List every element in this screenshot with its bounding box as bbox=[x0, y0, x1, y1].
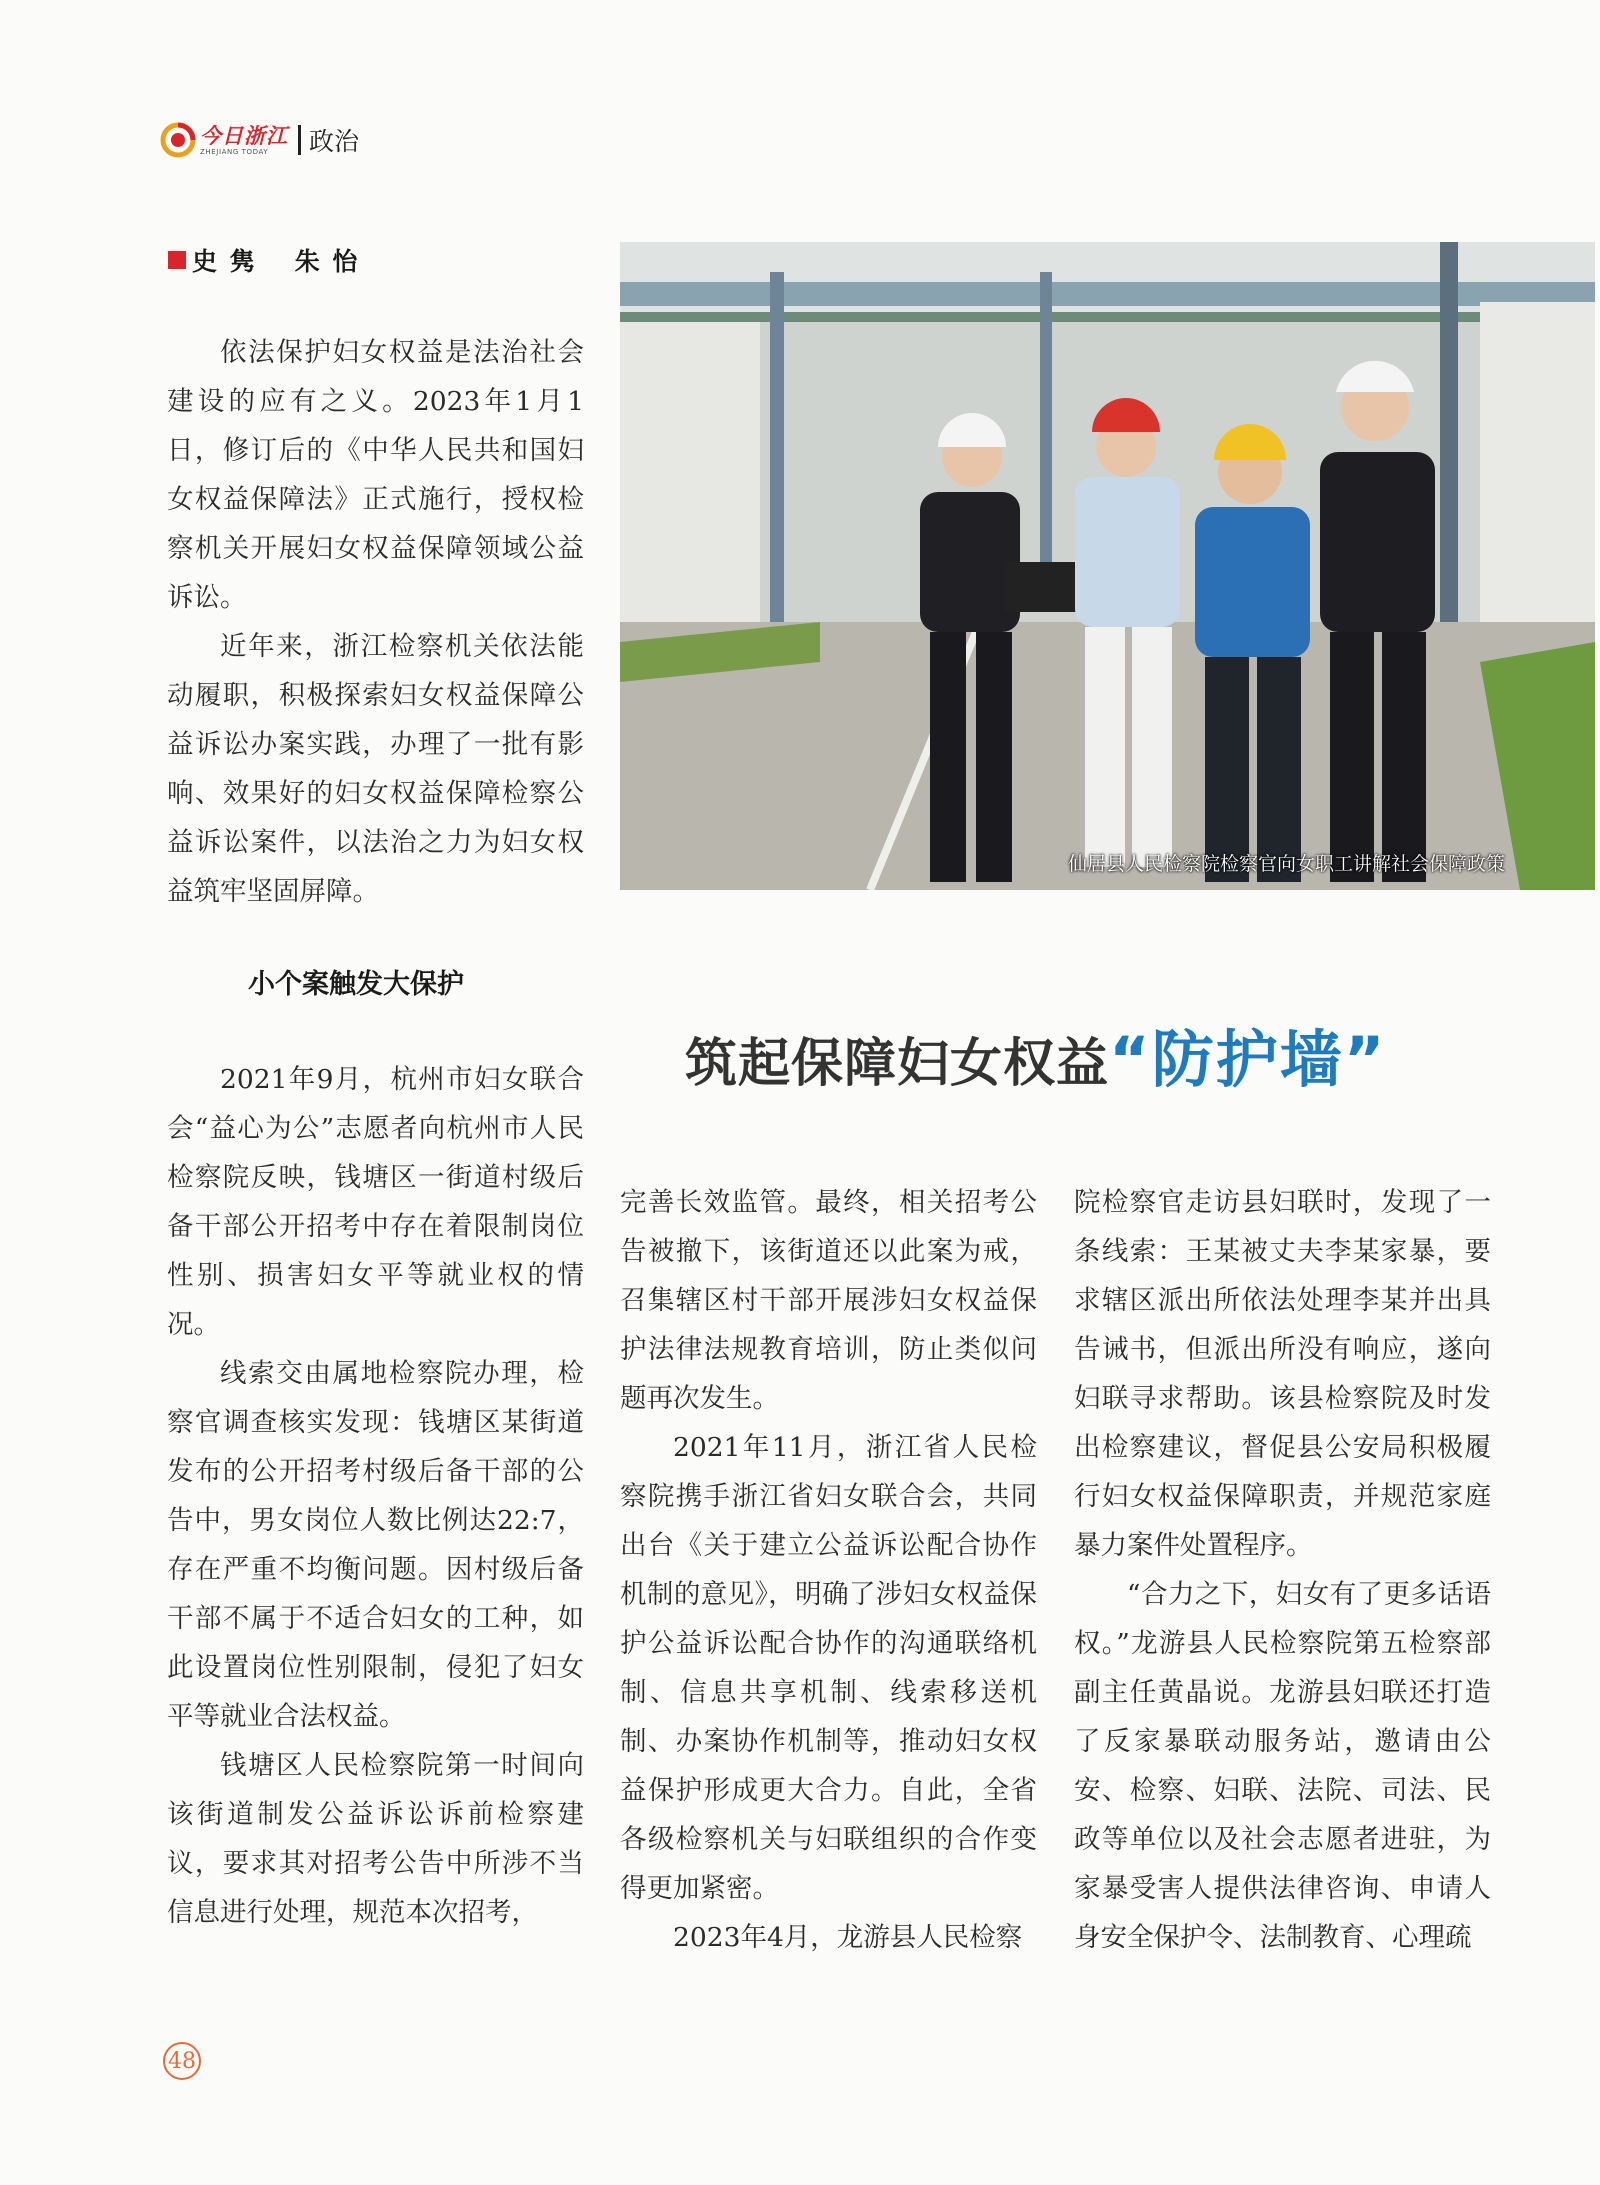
intro-text bbox=[167, 328, 584, 916]
paragraph: 完善长效监管。最终，相关招考公告被撤下，该街道还以此案为戒，召集辖区村干部开展涉妇女权益保护法律法规教育培训，防止类似问题再次发生。 bbox=[620, 1187, 1037, 1414]
logo-chinese: 今日浙江 bbox=[200, 122, 288, 148]
paragraph: 2023年4月，龙游县人民检察 bbox=[673, 1922, 1023, 1953]
paragraph: “合力之下，妇女有了更多话语权。”龙游县人民检察院第五检察部副主任黄晶说。龙游县妇联还打造了反家暴联动服务站，邀请由公安、检察、妇联、法院、司法、民政等单位以及社会志愿者进驻，为家暴受害人提供法律咨询、申请人身安全保护令、法制教育、心理疏 bbox=[1074, 1579, 1491, 1953]
paragraph: 钱塘区人民检察院第一时间向该街道制发公益诉讼诉前检察建议，要求其对招考公告中所涉不当信息进行处理，规范本次招考， bbox=[167, 1750, 584, 1928]
feature-photo bbox=[620, 242, 1595, 890]
title-highlight: “防护墙” bbox=[1109, 1023, 1387, 1096]
page-header bbox=[160, 120, 359, 160]
article-title bbox=[685, 1010, 1387, 1099]
paragraph: 依法保护妇女权益是法治社会建设的应有之义。2023年1月1日，修订后的《中华人民共和国妇女权益保障法》正式施行，授权检察机关开展妇女权益保障领域公益诉讼。 bbox=[167, 337, 584, 613]
paragraph: 2021年9月，杭州市妇女联合会“益心为公”志愿者向杭州市人民检察院反映，钱塘区一街道村级后备干部公开招考中存在着限制岗位性别、损害妇女平等就业权的情况。 bbox=[167, 1064, 584, 1340]
logo-wordmark bbox=[200, 122, 288, 156]
title-main: 筑起保障妇女权益 bbox=[685, 1033, 1110, 1094]
author-1: 史 隽 bbox=[192, 247, 257, 276]
factory-scene-illustration bbox=[620, 242, 1595, 890]
paragraph: 2021年11月，浙江省人民检察院携手浙江省妇女联合会，共同出台《关于建立公益诉讼配合协作机制的意见》，明确了涉妇女权益保护公益诉讼配合协作的沟通联络机制、信息共享机制、线索移送机制、办案协作机制等，推动妇女权益保护形成更大合力。自此，全省各级检察机关与妇联组织的合作变得更加紧密。 bbox=[620, 1432, 1037, 1904]
paragraph: 院检察官走访县妇联时，发现了一条线索：王某被丈夫李某家暴，要求辖区派出所依法处理李某并出具告诫书，但派出所没有响应，遂向妇联寻求帮助。该县检察院及时发出检察建议，督促县公安局积极履行妇女权益保障职责，并规范家庭暴力案件处置程序。 bbox=[1074, 1187, 1491, 1561]
paragraph: 近年来，浙江检察机关依法能动履职，积极探索妇女权益保障公益诉讼办案实践，办理了一批有影响、效果好的妇女权益保障检察公益诉讼案件，以法治之力为妇女权益筑牢坚固屏障。 bbox=[167, 631, 584, 907]
section-label: 政治 bbox=[309, 127, 360, 156]
column-1 bbox=[167, 1055, 584, 1937]
header-divider bbox=[298, 125, 301, 155]
paragraph: 线索交由属地检察院办理，检察官调查核实发现：钱塘区某街道发布的公开招考村级后备干部的公告中，男女岗位人数比例达22:7，存在严重不均衡问题。因村级后备干部不属于不适合妇女的工种，如此设置岗位性别限制，侵犯了妇女平等就业合法权益。 bbox=[167, 1358, 584, 1732]
subheading: 小个案触发大保护 bbox=[248, 969, 464, 1000]
photo-caption: 仙居县人民检察院检察官向女职工讲解社会保障政策 bbox=[1067, 853, 1505, 875]
author-2: 朱 怡 bbox=[294, 247, 360, 276]
column-3 bbox=[1074, 1178, 1491, 1962]
column-2 bbox=[620, 1178, 1037, 1962]
logo-english: ZHEJIANG TODAY bbox=[200, 147, 269, 156]
byline bbox=[168, 242, 359, 278]
page-number: 48 bbox=[163, 2042, 201, 2080]
red-square-icon bbox=[168, 251, 186, 269]
zhejiang-today-logo-icon bbox=[160, 122, 196, 158]
